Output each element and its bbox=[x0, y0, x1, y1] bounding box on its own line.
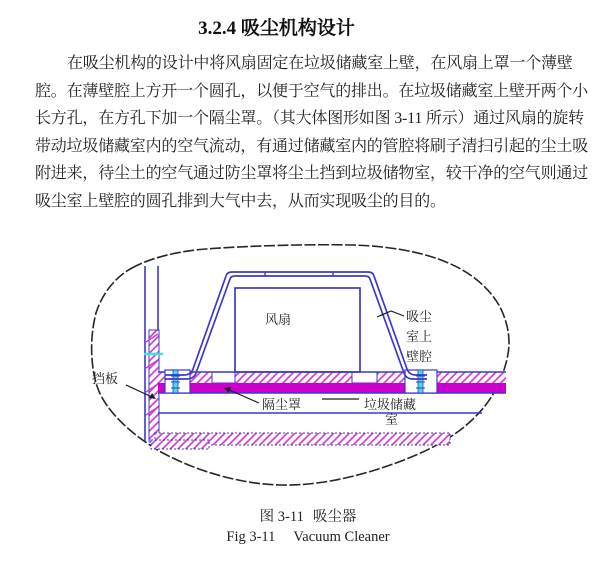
paragraph-line: 吸尘室上壁腔的圆孔排到大气中去，从而实现吸尘的目的。 bbox=[35, 192, 446, 210]
figure-caption-en-title: Vacuum Cleaner bbox=[293, 529, 390, 545]
dust-shield-strip bbox=[158, 383, 506, 393]
figure-caption-zh-title: 吸尘器 bbox=[312, 509, 357, 525]
figure-caption-en bbox=[0, 529, 616, 546]
top-wall-hatched-strip bbox=[158, 372, 506, 383]
section-title: 3.2.4 吸尘机构设计 bbox=[198, 18, 355, 39]
paragraph-line: 带动垃圾储藏室内的空气流动，有通过储藏室内的管腔将刷子清扫引起的尘土吸 bbox=[35, 137, 589, 155]
hatch-gap-box-right bbox=[352, 372, 377, 383]
paragraph-line: 长方孔，在方孔下加一个隔尘罩。（其大体图形如图 3-11 所示）通过风扇的旋转 bbox=[35, 110, 584, 127]
figure-caption-zh bbox=[0, 505, 616, 526]
vacuum-cleaner-diagram bbox=[88, 242, 518, 500]
figure-3-11 bbox=[88, 242, 518, 500]
baffle-callout bbox=[92, 371, 156, 399]
hatch-gap-box-left bbox=[212, 372, 235, 383]
figure-caption-zh-number: 图 3-11 bbox=[259, 509, 304, 525]
chamber-label-line3: 壁腔 bbox=[406, 349, 433, 364]
figure-caption-en-number: Fig 3-11 bbox=[226, 529, 276, 545]
bottom-wall-foot bbox=[151, 440, 209, 449]
chamber-label-line2: 室上 bbox=[406, 329, 433, 344]
fan-box bbox=[235, 288, 360, 372]
paragraph-line: 附进来，待尘土的空气通过防尘罩将尘土挡到垃圾储物室，较干净的空气则通过 bbox=[35, 165, 589, 182]
paragraph-line: 腔。在薄壁腔上方开一个圆孔，以便于空气的排出。在垃圾储藏室上壁开两个小 bbox=[35, 82, 589, 100]
body-paragraph bbox=[35, 50, 595, 215]
storage-callout bbox=[322, 397, 416, 427]
baffle-label: 挡板 bbox=[92, 371, 119, 386]
dust-shield-label: 隔尘罩 bbox=[262, 397, 302, 412]
storage-label-line1: 垃圾储藏 bbox=[364, 397, 417, 412]
storage-label-line2: 室 bbox=[385, 412, 399, 427]
chamber-callout bbox=[377, 309, 432, 364]
left-hole-assembly bbox=[165, 370, 190, 393]
paragraph-line: 在吸尘机构的设计中将风扇固定在垃圾储藏室上壁，在风扇上罩一个薄壁 bbox=[67, 55, 573, 72]
chamber-label-line1: 吸尘 bbox=[406, 309, 433, 324]
fan-label: 风扇 bbox=[264, 312, 292, 327]
